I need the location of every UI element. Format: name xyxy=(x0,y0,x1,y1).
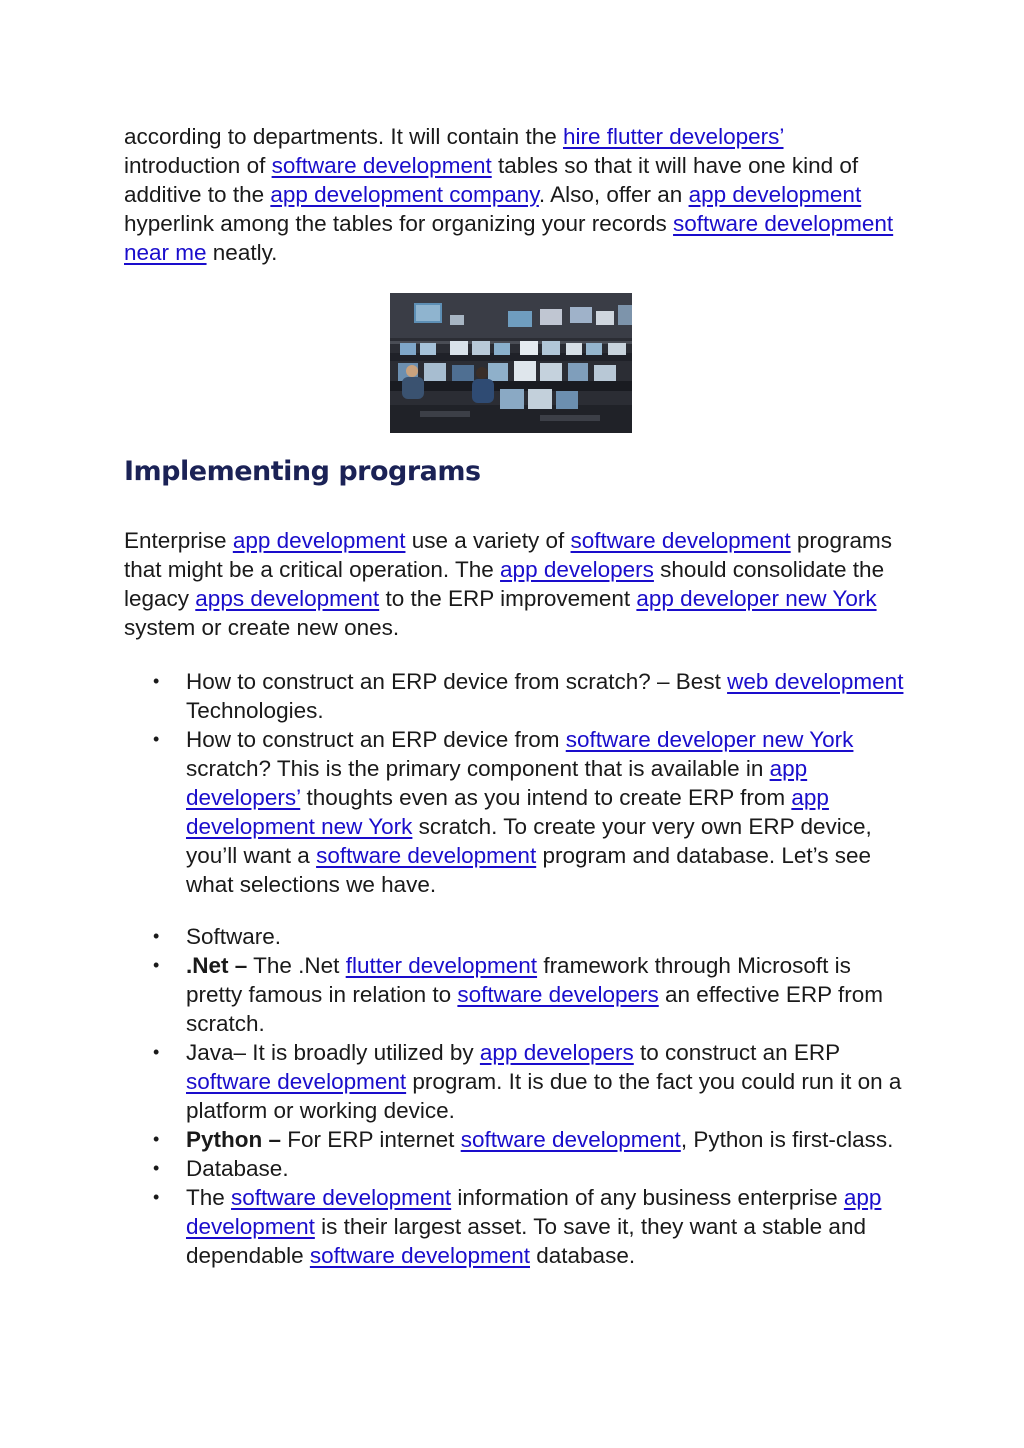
link-app-development-new-york[interactable]: app development new York xyxy=(186,785,829,839)
text-span: neatly. xyxy=(206,240,278,265)
text-span: according to departments. It will contain the xyxy=(124,124,563,149)
link-app-development[interactable]: app development xyxy=(186,1185,882,1239)
text-span: program. It is due to the fact you could run it on a platform or working device. xyxy=(186,1069,902,1123)
control-room-illustration xyxy=(390,293,632,433)
text-span: , Python is first-class. xyxy=(680,1127,894,1152)
text-span: For ERP internet xyxy=(281,1127,461,1152)
text-span: an effective ERP from scratch. xyxy=(186,982,884,1036)
bold-label: Net – xyxy=(192,953,248,978)
text-span: database. xyxy=(530,1243,636,1268)
text-span: use a variety of xyxy=(405,528,571,553)
text-span: tables so that it will have one kind of additive to the xyxy=(124,153,859,207)
list-item xyxy=(124,922,904,951)
link-software-developers[interactable]: software developers xyxy=(457,982,659,1007)
text-span: to the ERP improvement xyxy=(379,586,637,611)
text-span: system or create new ones. xyxy=(124,615,400,640)
text-span: to construct an ERP xyxy=(633,1040,840,1065)
text-span: . xyxy=(186,953,193,978)
list-item xyxy=(124,1154,904,1183)
link-app-development[interactable]: app development xyxy=(232,528,406,553)
list-item xyxy=(124,1038,904,1125)
text-span: information of any business enterprise xyxy=(451,1185,844,1210)
list-item xyxy=(124,951,904,1038)
bullet-list-technologies xyxy=(124,922,904,1270)
text-span: Software. xyxy=(186,924,282,949)
link-app-developer-new-york[interactable]: app developer new York xyxy=(636,586,877,611)
text-span: programs that might be a critical operation. The xyxy=(124,528,892,582)
text-span: framework through Microsoft is pretty famous in relation to xyxy=(186,953,851,1007)
link-apps-development[interactable]: apps development xyxy=(195,586,380,611)
link-app-developers[interactable]: app developers xyxy=(479,1040,634,1065)
text-span: How to construct an ERP device from scratch? – Best xyxy=(186,669,728,694)
text-span: scratch. To create your very own ERP device, you’ll want a xyxy=(186,814,872,868)
text-span: . Also, offer an xyxy=(538,182,689,207)
text-span: Database. xyxy=(186,1156,289,1181)
text-span: thoughts even as you intend to create ERP from xyxy=(300,785,792,810)
bullet-list-questions xyxy=(124,667,904,899)
text-span: The .Net xyxy=(247,953,346,978)
link-app-development[interactable]: app development xyxy=(688,182,862,207)
link-software-development[interactable]: software development xyxy=(570,528,791,553)
text-span: is their largest asset. To save it, they want a stable and dependable xyxy=(186,1214,866,1268)
text-span: Enterprise xyxy=(124,528,233,553)
document-page xyxy=(124,122,904,1270)
link-software-development[interactable]: software development xyxy=(316,843,537,868)
link-app-developers[interactable]: app developers xyxy=(500,557,654,582)
link-software-developer-new-york[interactable]: software developer new York xyxy=(565,727,854,752)
link-app-development-company[interactable]: app development company xyxy=(270,182,539,207)
link-web-development[interactable]: web development xyxy=(727,669,904,694)
text-span: scratch? This is the primary component that is available in xyxy=(186,756,770,781)
list-item xyxy=(124,725,904,899)
text-span: The xyxy=(186,1185,232,1210)
control-room-photo xyxy=(390,293,632,433)
text-span: hyperlink among the tables for organizing your records xyxy=(124,211,674,236)
link-software-development[interactable]: software development xyxy=(231,1185,452,1210)
bold-label: Python – xyxy=(186,1127,282,1152)
link-app-developers[interactable]: app developers’ xyxy=(186,756,808,810)
text-span: Java– It is broadly utilized by xyxy=(186,1040,480,1065)
text-span: program and database. Let’s see what selections we have. xyxy=(186,843,872,897)
list-item xyxy=(124,1183,904,1270)
list-item xyxy=(124,1125,904,1154)
link-software-development[interactable]: software development xyxy=(271,153,492,178)
link-software-development-near-me[interactable]: software development near me xyxy=(124,211,894,265)
text-span: Technologies. xyxy=(186,698,324,723)
section-heading: Implementing programs xyxy=(124,456,481,487)
link-flutter-development[interactable]: flutter development xyxy=(345,953,538,978)
link-hire-flutter-developers[interactable]: hire flutter developers’ xyxy=(562,124,784,149)
text-span: How to construct an ERP device from xyxy=(186,727,566,752)
link-software-development[interactable]: software development xyxy=(460,1127,681,1152)
text-span: should consolidate the legacy xyxy=(124,557,885,611)
text-span: introduction of xyxy=(124,153,272,178)
intro-paragraph xyxy=(124,122,904,267)
section-paragraph xyxy=(124,526,904,642)
link-software-development[interactable]: software development xyxy=(309,1243,530,1268)
list-item xyxy=(124,667,904,725)
link-software-development[interactable]: software development xyxy=(186,1069,407,1094)
